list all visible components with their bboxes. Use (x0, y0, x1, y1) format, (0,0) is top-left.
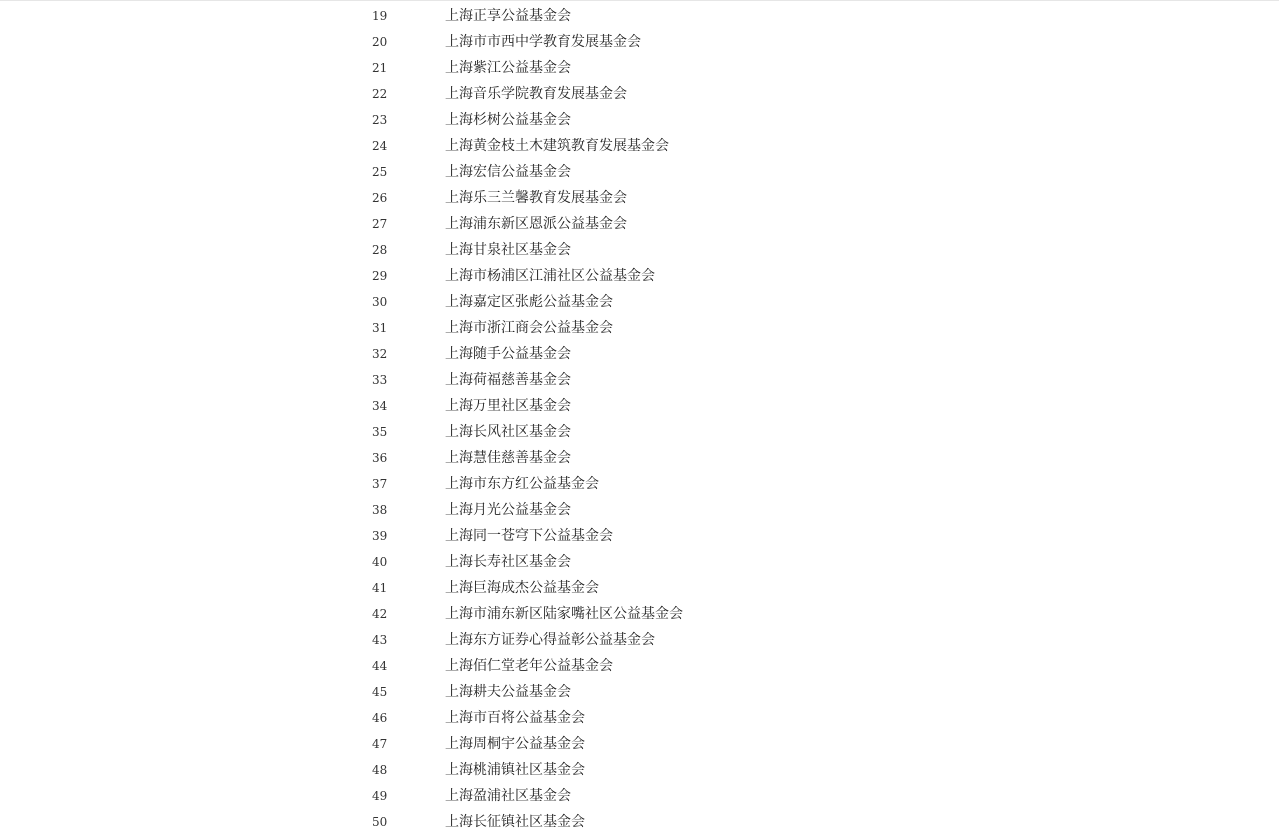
foundation-name: 上海紫江公益基金会 (445, 60, 571, 76)
row-number: 22 (372, 87, 388, 101)
list-item (0, 3, 1279, 29)
row-number: 39 (372, 529, 388, 543)
list-item (0, 263, 1279, 289)
row-number: 20 (372, 35, 388, 49)
list-item (0, 237, 1279, 263)
foundation-name: 上海音乐学院教育发展基金会 (445, 86, 627, 102)
foundation-name: 上海月光公益基金会 (445, 502, 571, 518)
list-item (0, 289, 1279, 315)
foundation-name: 上海荷福慈善基金会 (445, 372, 571, 388)
row-number: 42 (372, 607, 388, 621)
list-item (0, 159, 1279, 185)
foundation-name: 上海桃浦镇社区基金会 (445, 762, 585, 778)
foundation-name: 上海甘泉社区基金会 (445, 242, 571, 258)
list-item (0, 471, 1279, 497)
list-item (0, 29, 1279, 55)
foundation-name: 上海宏信公益基金会 (445, 164, 571, 180)
foundation-name: 上海市东方红公益基金会 (445, 476, 599, 492)
foundation-name: 上海长风社区基金会 (445, 424, 571, 440)
row-number: 50 (372, 815, 388, 829)
list-item (0, 445, 1279, 471)
list-item (0, 653, 1279, 679)
row-number: 41 (372, 581, 388, 595)
foundation-name: 上海市杨浦区江浦社区公益基金会 (445, 268, 655, 284)
list-item (0, 757, 1279, 783)
row-number: 46 (372, 711, 388, 725)
foundation-list (0, 3, 1279, 835)
row-number: 24 (372, 139, 388, 153)
row-number: 44 (372, 659, 388, 673)
row-number: 21 (372, 61, 388, 75)
foundation-name: 上海巨海成杰公益基金会 (445, 580, 599, 596)
foundation-name: 上海耕夫公益基金会 (445, 684, 571, 700)
list-item (0, 575, 1279, 601)
row-number: 19 (372, 9, 388, 23)
foundation-name: 上海嘉定区张彪公益基金会 (445, 294, 613, 310)
list-item (0, 679, 1279, 705)
foundation-name: 上海黄金枝土木建筑教育发展基金会 (445, 138, 669, 154)
row-number: 33 (372, 373, 388, 387)
list-item (0, 809, 1279, 835)
row-number: 26 (372, 191, 388, 205)
row-number: 35 (372, 425, 388, 439)
row-number: 29 (372, 269, 388, 283)
row-number: 49 (372, 789, 388, 803)
row-number: 36 (372, 451, 388, 465)
row-number: 43 (372, 633, 388, 647)
row-number: 37 (372, 477, 388, 491)
row-number: 34 (372, 399, 388, 413)
list-item (0, 731, 1279, 757)
row-number: 31 (372, 321, 388, 335)
foundation-name: 上海长寿社区基金会 (445, 554, 571, 570)
row-number: 32 (372, 347, 388, 361)
list-item (0, 549, 1279, 575)
row-number: 27 (372, 217, 388, 231)
list-item (0, 497, 1279, 523)
list-item (0, 55, 1279, 81)
list-item (0, 393, 1279, 419)
foundation-name: 上海市市西中学教育发展基金会 (445, 34, 641, 50)
list-item (0, 107, 1279, 133)
foundation-name: 上海杉树公益基金会 (445, 112, 571, 128)
list-item (0, 315, 1279, 341)
row-number: 45 (372, 685, 388, 699)
row-number: 23 (372, 113, 388, 127)
list-item (0, 705, 1279, 731)
foundation-name: 上海浦东新区恩派公益基金会 (445, 216, 627, 232)
foundation-name: 上海正享公益基金会 (445, 8, 571, 24)
foundation-name: 上海长征镇社区基金会 (445, 814, 585, 830)
foundation-name: 上海东方证券心得益彰公益基金会 (445, 632, 655, 648)
list-item (0, 627, 1279, 653)
foundation-name: 上海同一苍穹下公益基金会 (445, 528, 613, 544)
list-item (0, 185, 1279, 211)
row-number: 25 (372, 165, 388, 179)
list-item (0, 341, 1279, 367)
list-item (0, 367, 1279, 393)
foundation-name: 上海慧佳慈善基金会 (445, 450, 571, 466)
list-item (0, 783, 1279, 809)
list-item (0, 601, 1279, 627)
row-number: 40 (372, 555, 388, 569)
list-item (0, 211, 1279, 237)
foundation-name: 上海万里社区基金会 (445, 398, 571, 414)
list-item (0, 81, 1279, 107)
row-number: 30 (372, 295, 388, 309)
row-number: 38 (372, 503, 388, 517)
list-item (0, 419, 1279, 445)
foundation-name: 上海市浙江商会公益基金会 (445, 320, 613, 336)
top-divider (0, 0, 1279, 1)
list-item (0, 133, 1279, 159)
foundation-name: 上海随手公益基金会 (445, 346, 571, 362)
row-number: 28 (372, 243, 388, 257)
foundation-name: 上海市浦东新区陆家嘴社区公益基金会 (445, 606, 683, 622)
foundation-name: 上海周桐宇公益基金会 (445, 736, 585, 752)
list-item (0, 523, 1279, 549)
foundation-name: 上海佰仁堂老年公益基金会 (445, 658, 613, 674)
foundation-name: 上海盈浦社区基金会 (445, 788, 571, 804)
foundation-name: 上海乐三兰馨教育发展基金会 (445, 190, 627, 206)
row-number: 48 (372, 763, 388, 777)
foundation-name: 上海市百将公益基金会 (445, 710, 585, 726)
row-number: 47 (372, 737, 388, 751)
